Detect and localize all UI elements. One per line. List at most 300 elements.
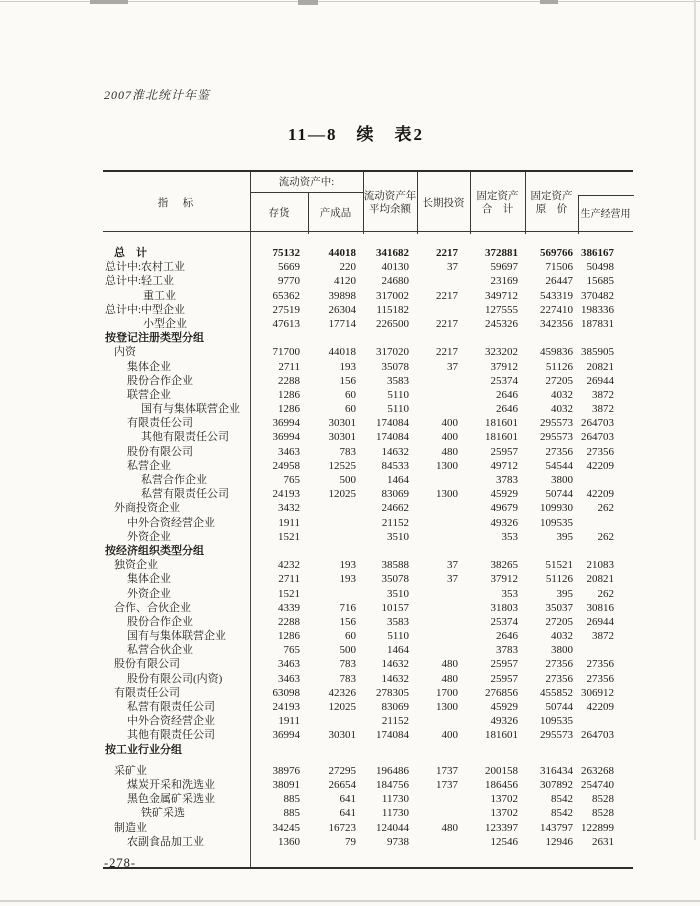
cell-value <box>417 388 470 402</box>
cell-value: 1911 <box>278 516 300 529</box>
cell-value: 174084 <box>376 431 409 444</box>
row-label: 股份有限公司(内资) <box>127 672 223 685</box>
cell-value: 123397 <box>485 821 518 834</box>
cell-value: 63098 <box>272 686 300 699</box>
cell-value: 783 <box>339 672 356 685</box>
cell-value: 5110 <box>387 388 409 401</box>
cell-value: 51126 <box>545 573 573 586</box>
table-row <box>103 317 633 331</box>
row-label: 国有与集体联营企业 <box>127 630 226 643</box>
cell-value: 3510 <box>387 587 409 600</box>
cell-value: 543319 <box>540 289 573 302</box>
row-label: 股份合作企业 <box>127 374 193 387</box>
cell-value: 36994 <box>272 431 300 444</box>
cell-value: 24680 <box>381 275 409 288</box>
cell-value <box>417 714 470 728</box>
cell-value: 3510 <box>387 530 409 543</box>
cell-value: 3783 <box>496 644 518 657</box>
cell-value: 12025 <box>328 701 356 713</box>
cell-value: 25957 <box>490 445 518 458</box>
cell-value: 8542 <box>551 793 573 806</box>
table-row <box>103 714 633 728</box>
running-header: 2007淮北统计年鉴 <box>104 88 211 102</box>
cell-value: 2646 <box>496 403 518 416</box>
row-label: 股份合作企业 <box>127 615 193 628</box>
cell-value: 3800 <box>551 474 573 486</box>
table-header <box>103 170 633 232</box>
cell-value <box>525 544 578 558</box>
cell-value: 1521 <box>278 587 300 600</box>
cell-value: 2288 <box>278 374 300 387</box>
cell-value: 307892 <box>540 778 573 791</box>
cell-value: 3872 <box>592 630 614 643</box>
cell-value: 36994 <box>272 417 300 430</box>
table-row <box>103 274 633 288</box>
col-header-avg-balance-line2: 平均余额 <box>369 204 411 215</box>
cell-value: 1286 <box>278 388 300 401</box>
section-header-row <box>103 743 633 757</box>
cell-value: 295573 <box>540 729 573 742</box>
header-divider <box>417 172 418 234</box>
cell-value: 1300 <box>436 488 458 501</box>
cell-value: 5669 <box>278 261 300 274</box>
row-label: 按工业行业分组 <box>105 743 182 756</box>
cell-value: 885 <box>283 793 300 806</box>
header-divider <box>525 172 526 234</box>
cell-value: 196486 <box>376 764 409 777</box>
cell-value: 50498 <box>586 261 614 274</box>
row-label: 私营合作企业 <box>141 474 207 486</box>
cell-value: 254740 <box>581 778 614 791</box>
cell-value: 59697 <box>490 261 518 274</box>
table-row <box>103 388 633 402</box>
cell-value: 35037 <box>545 601 573 614</box>
cell-value <box>417 501 470 515</box>
cell-value: 3783 <box>496 474 518 486</box>
cell-value: 143797 <box>540 821 573 834</box>
cell-value <box>250 331 308 345</box>
cell-value <box>417 530 470 544</box>
cell-value: 50744 <box>545 488 573 501</box>
scan-artifact <box>540 0 558 4</box>
row-label: 股份有限公司 <box>127 445 193 458</box>
cell-value: 44018 <box>328 247 356 259</box>
cell-value: 122899 <box>581 821 614 834</box>
cell-value: 21152 <box>381 715 409 728</box>
cell-value: 1286 <box>278 403 300 416</box>
cell-value: 8542 <box>551 807 573 820</box>
cell-value: 30301 <box>328 431 356 444</box>
cell-value: 20821 <box>586 573 614 586</box>
cell-value: 38976 <box>272 764 300 777</box>
cell-value: 2217 <box>436 247 458 259</box>
cell-value: 765 <box>283 644 300 657</box>
cell-value: 31803 <box>490 601 518 614</box>
cell-value: 156 <box>339 615 356 628</box>
cell-value: 400 <box>441 431 458 444</box>
table-row <box>103 260 633 274</box>
cell-value: 783 <box>339 658 356 671</box>
section-header-row <box>103 331 633 345</box>
cell-value: 30301 <box>328 417 356 430</box>
cell-value: 1286 <box>278 630 300 643</box>
table-row <box>103 835 633 849</box>
cell-value: 37 <box>447 360 458 373</box>
cell-value: 245326 <box>485 317 518 330</box>
cell-value: 2288 <box>278 615 300 628</box>
row-label: 小型企业 <box>143 317 187 330</box>
cell-value: 3463 <box>278 658 300 671</box>
cell-value: 400 <box>441 417 458 430</box>
cell-value: 37 <box>447 559 458 572</box>
cell-value: 174084 <box>376 417 409 430</box>
row-label: 私营企业 <box>127 459 171 472</box>
cell-value: 9770 <box>278 275 300 288</box>
cell-value: 109535 <box>540 715 573 728</box>
cell-value: 26944 <box>586 615 614 628</box>
cell-value: 5110 <box>387 630 409 643</box>
cell-value: 500 <box>339 644 356 657</box>
cell-value: 15685 <box>586 275 614 288</box>
row-label: 独资企业 <box>114 559 158 572</box>
cell-value: 42209 <box>586 701 614 713</box>
cell-value: 16723 <box>328 821 356 834</box>
cell-value: 42326 <box>328 686 356 699</box>
col-header-avg-balance <box>363 172 417 234</box>
cell-value: 27356 <box>545 445 573 458</box>
cell-value <box>363 544 417 558</box>
cell-value: 26654 <box>328 778 356 791</box>
row-label: 外资企业 <box>127 587 171 600</box>
cell-value: 27356 <box>586 658 614 671</box>
col-header-long-term-investment: 长期投资 <box>422 197 465 209</box>
scan-artifact <box>298 0 318 5</box>
cell-value: 295573 <box>540 417 573 430</box>
row-label: 总 计 <box>114 247 147 259</box>
scan-edge-bottom <box>0 900 700 902</box>
col-header-fixed-assets-original <box>525 172 578 234</box>
table-row <box>103 360 633 374</box>
row-label: 制造业 <box>114 821 147 834</box>
row-label: 黑色金属矿采选业 <box>127 793 215 806</box>
cell-value: 71506 <box>545 261 573 274</box>
cell-value <box>578 473 633 487</box>
cell-value: 400 <box>441 729 458 742</box>
cell-value: 455852 <box>540 686 573 699</box>
cell-value: 27205 <box>545 615 573 628</box>
cell-value: 23169 <box>490 275 518 288</box>
cell-value: 186456 <box>485 778 518 791</box>
col-header-fixed-original-line2: 原 价 <box>535 204 568 215</box>
cell-value: 480 <box>441 672 458 685</box>
row-label: 私营合伙企业 <box>127 644 193 657</box>
cell-value: 2631 <box>592 835 614 848</box>
cell-value <box>417 643 470 657</box>
table-row <box>103 700 633 714</box>
cell-value: 34245 <box>272 821 300 834</box>
cell-value: 2217 <box>436 346 458 359</box>
row-label: 有限责任公司 <box>114 686 180 699</box>
cell-value: 84533 <box>381 459 409 472</box>
table-row <box>103 572 633 586</box>
cell-value <box>417 587 470 601</box>
cell-value: 27356 <box>545 672 573 685</box>
cell-value: 316434 <box>540 764 573 777</box>
cell-value: 4032 <box>551 388 573 401</box>
table-row <box>103 516 633 530</box>
table-row <box>103 430 633 444</box>
cell-value <box>250 743 308 757</box>
cell-value: 26304 <box>328 303 356 316</box>
cell-value: 200158 <box>485 764 518 777</box>
col-header-fixed-original-line1: 固定资产 <box>530 191 573 202</box>
cell-value: 386167 <box>581 247 614 259</box>
cell-value: 25374 <box>490 615 518 628</box>
cell-value: 3432 <box>278 502 300 515</box>
cell-value <box>578 516 633 530</box>
cell-value: 4339 <box>278 601 300 614</box>
table-row <box>103 778 633 792</box>
cell-value: 35078 <box>381 360 409 373</box>
cell-value: 13702 <box>490 793 518 806</box>
cell-value <box>308 714 363 728</box>
table-row <box>103 487 633 501</box>
cell-value: 26944 <box>586 374 614 387</box>
table-row <box>103 345 633 359</box>
cell-value: 27205 <box>545 374 573 387</box>
cell-value <box>308 516 363 530</box>
cell-value: 3872 <box>592 388 614 401</box>
cell-value: 60 <box>345 388 356 401</box>
cell-value: 27356 <box>586 672 614 685</box>
cell-value <box>417 629 470 643</box>
table-row <box>103 530 633 544</box>
cell-value <box>417 331 470 345</box>
cell-value: 1700 <box>436 686 458 699</box>
table-row <box>103 445 633 459</box>
cell-value: 25374 <box>490 374 518 387</box>
cell-value <box>578 331 633 345</box>
cell-value: 226500 <box>376 317 409 330</box>
cell-value: 1360 <box>278 835 300 848</box>
cell-value: 3800 <box>551 644 573 657</box>
cell-value <box>417 402 470 416</box>
cell-value: 14632 <box>381 445 409 458</box>
cell-value: 38265 <box>490 559 518 572</box>
cell-value: 2217 <box>436 289 458 302</box>
cell-value: 2646 <box>496 630 518 643</box>
cell-value: 174084 <box>376 729 409 742</box>
cell-value: 26447 <box>545 275 573 288</box>
row-label: 私营有限责任公司 <box>127 701 215 713</box>
cell-value <box>308 544 363 558</box>
table-row <box>103 402 633 416</box>
row-label: 联营企业 <box>127 388 171 401</box>
cell-value: 27356 <box>545 658 573 671</box>
cell-value: 27519 <box>272 303 300 316</box>
cell-value: 480 <box>441 658 458 671</box>
cell-value: 45929 <box>490 488 518 501</box>
cell-value: 306912 <box>581 686 614 699</box>
cell-value <box>525 331 578 345</box>
row-label: 总计中:农村工业 <box>105 261 186 274</box>
cell-value <box>308 587 363 601</box>
cell-value: 885 <box>283 807 300 820</box>
cell-value: 5110 <box>387 403 409 416</box>
cell-value <box>417 516 470 530</box>
cell-value: 37 <box>447 573 458 586</box>
statistics-table <box>103 170 633 869</box>
table-row <box>103 792 633 806</box>
cell-value <box>417 835 470 849</box>
cell-value: 24193 <box>272 488 300 501</box>
table-row <box>103 672 633 686</box>
table-row <box>103 601 633 615</box>
cell-value: 264703 <box>581 417 614 430</box>
cell-value: 1911 <box>278 715 300 728</box>
cell-value: 42209 <box>586 488 614 501</box>
cell-value: 342356 <box>540 317 573 330</box>
cell-value: 156 <box>339 374 356 387</box>
cell-value: 2217 <box>436 317 458 330</box>
cell-value: 4120 <box>334 275 356 288</box>
cell-value <box>363 743 417 757</box>
cell-value: 641 <box>339 807 356 820</box>
header-divider <box>250 172 251 234</box>
cell-value <box>578 743 633 757</box>
table-row <box>103 558 633 572</box>
cell-value: 12546 <box>490 835 518 848</box>
cell-value: 49326 <box>490 516 518 529</box>
cell-value: 317002 <box>376 289 409 302</box>
cell-value: 262 <box>597 530 614 543</box>
cell-value: 4032 <box>551 403 573 416</box>
row-label: 农副食品加工业 <box>127 835 204 848</box>
cell-value: 1300 <box>436 701 458 713</box>
cell-value: 641 <box>339 793 356 806</box>
cell-value: 264703 <box>581 431 614 444</box>
table-row <box>103 686 633 700</box>
cell-value: 353 <box>501 530 518 543</box>
cell-value: 372881 <box>485 247 518 259</box>
cell-value: 264703 <box>581 729 614 742</box>
col-header-fixed-assets-total <box>470 172 525 234</box>
cell-value: 45929 <box>490 701 518 713</box>
cell-value: 385905 <box>581 346 614 359</box>
cell-value: 83069 <box>381 488 409 501</box>
table-body <box>103 232 633 869</box>
cell-value: 49712 <box>490 459 518 472</box>
cell-value: 227410 <box>540 303 573 316</box>
table-row <box>103 728 633 742</box>
cell-value: 21083 <box>586 559 614 572</box>
cell-value <box>470 544 525 558</box>
row-label: 外商投资企业 <box>114 502 180 515</box>
cell-value: 49679 <box>490 502 518 515</box>
cell-value: 569766 <box>540 247 573 259</box>
row-label: 集体企业 <box>127 360 171 373</box>
cell-value <box>250 544 308 558</box>
col-header-indicator: 指 标 <box>157 197 196 209</box>
col-header-finished-products: 产成品 <box>319 207 352 219</box>
cell-value <box>308 743 363 757</box>
row-label: 私营有限责任公司 <box>141 488 229 501</box>
cell-value <box>417 806 470 820</box>
cell-value: 181601 <box>485 729 518 742</box>
table-row <box>103 246 633 260</box>
cell-value: 193 <box>339 573 356 586</box>
cell-value: 184756 <box>376 778 409 791</box>
cell-value <box>308 331 363 345</box>
page-title: 11—8 续 表2 <box>287 125 425 144</box>
cell-value: 262 <box>597 587 614 600</box>
cell-value: 35078 <box>381 573 409 586</box>
cell-value <box>363 331 417 345</box>
cell-value: 30301 <box>328 729 356 742</box>
cell-value <box>578 643 633 657</box>
cell-value: 341682 <box>376 247 409 259</box>
cell-value: 42209 <box>586 459 614 472</box>
row-label: 重工业 <box>143 289 176 302</box>
cell-value: 276856 <box>485 686 518 699</box>
table-row <box>103 806 633 820</box>
cell-value: 38588 <box>381 559 409 572</box>
table-row <box>103 416 633 430</box>
cell-value: 60 <box>345 630 356 643</box>
row-label: 中外合资经营企业 <box>127 715 215 728</box>
cell-value: 25957 <box>490 658 518 671</box>
row-label: 合作、合伙企业 <box>114 601 191 614</box>
cell-value: 181601 <box>485 417 518 430</box>
table-row <box>103 615 633 629</box>
cell-value: 27356 <box>586 445 614 458</box>
row-label: 按经济组织类型分组 <box>105 544 204 557</box>
cell-value: 49326 <box>490 715 518 728</box>
cell-value: 323202 <box>485 346 518 359</box>
row-label: 股份有限公司 <box>114 658 180 671</box>
cell-value: 39898 <box>328 289 356 302</box>
cell-value: 54544 <box>545 459 573 472</box>
cell-value: 17714 <box>328 317 356 330</box>
row-label: 煤炭开采和洗选业 <box>127 778 215 791</box>
cell-value: 262 <box>597 502 614 515</box>
page-number: -278- <box>104 856 137 870</box>
cell-value: 44018 <box>328 346 356 359</box>
cell-value <box>308 501 363 515</box>
cell-value: 353 <box>501 587 518 600</box>
row-label: 铁矿采选 <box>141 807 185 820</box>
row-label: 集体企业 <box>127 573 171 586</box>
cell-value: 4232 <box>278 559 300 572</box>
col-header-current-assets-group: 流动资产中: <box>278 176 335 188</box>
cell-value: 181601 <box>485 431 518 444</box>
table-row <box>103 501 633 515</box>
cell-value: 71700 <box>272 346 300 359</box>
cell-value: 1464 <box>387 474 409 486</box>
row-label: 内资 <box>114 346 136 359</box>
cell-value: 1464 <box>387 644 409 657</box>
table-row <box>103 473 633 487</box>
table-row <box>103 821 633 835</box>
section-header-row <box>103 544 633 558</box>
cell-value <box>525 743 578 757</box>
row-label: 有限责任公司 <box>127 417 193 430</box>
cell-value <box>417 601 470 615</box>
cell-value: 783 <box>339 445 356 458</box>
cell-value: 480 <box>441 821 458 834</box>
cell-value: 51521 <box>545 559 573 572</box>
cell-value: 395 <box>556 530 573 543</box>
